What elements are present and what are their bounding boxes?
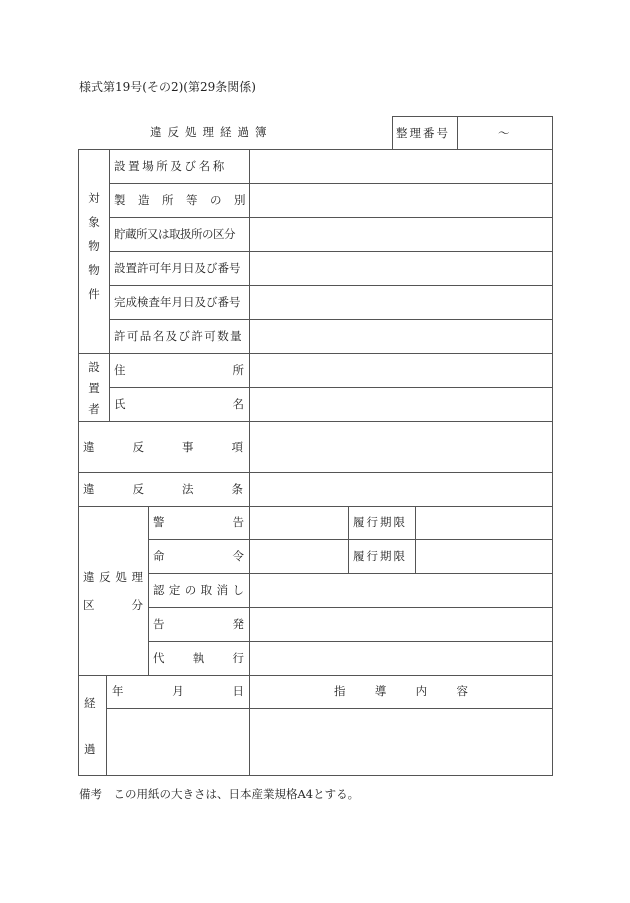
name-field[interactable]: [250, 388, 552, 421]
row-label-order: [153, 549, 244, 563]
handling-group-label-line2: [83, 598, 143, 612]
label-char: 対: [88, 191, 100, 205]
label-char: 導: [374, 684, 387, 698]
label-char: 物: [88, 239, 100, 253]
address-field[interactable]: [250, 354, 552, 387]
label-char: 反: [99, 570, 111, 584]
row-label-address: [114, 363, 244, 377]
label-char: 物: [88, 263, 100, 277]
label-char: 設: [88, 360, 100, 374]
label-char: 所: [232, 363, 244, 377]
form-number: 様式第19号(その2)(第29条関係): [79, 80, 256, 94]
handling-group-label-line1: [83, 570, 143, 584]
installer-group-label: [79, 357, 109, 420]
label-char: 違: [83, 570, 95, 584]
label-char: 法: [182, 482, 194, 496]
progress-content-field[interactable]: [250, 709, 552, 775]
violation-law-field[interactable]: [250, 473, 552, 506]
label-char: 月: [172, 684, 184, 698]
label-char: し: [232, 583, 244, 597]
violation-matter-field[interactable]: [250, 422, 552, 472]
content-column-header: [334, 684, 468, 698]
label-char: 発: [232, 617, 244, 631]
warning-deadline-field[interactable]: [416, 507, 552, 539]
label-char: 名: [232, 397, 244, 411]
warning-field[interactable]: [250, 507, 348, 539]
label-char: 件: [88, 287, 100, 301]
permitted-items-field[interactable]: [250, 320, 552, 353]
label-char: 日: [232, 684, 244, 698]
label-char: 指: [334, 684, 346, 698]
label-char: 反: [132, 440, 144, 454]
label-char: 警: [153, 515, 165, 529]
label-char: 反: [132, 482, 144, 496]
label-char: 項: [231, 440, 243, 454]
ref-number-field[interactable]: [458, 117, 552, 149]
warning-deadline-label: 履行期限: [353, 515, 407, 529]
revocation-field[interactable]: [250, 574, 552, 607]
row-label-accusation: [153, 617, 244, 631]
target-object-group-label: [79, 186, 109, 306]
label-char: 容: [456, 684, 468, 698]
accusation-field[interactable]: [250, 608, 552, 641]
label-char: 内: [415, 684, 428, 698]
order-field[interactable]: [250, 540, 348, 573]
progress-group-label-2: 過: [84, 742, 96, 756]
progress-date-field[interactable]: [107, 709, 249, 775]
label-char: 象: [88, 215, 100, 229]
row-label-installation-place: 設置場所及び名称: [114, 159, 227, 173]
label-char: 認: [153, 583, 165, 597]
label-char: の: [184, 583, 197, 597]
ref-number-label: 整理番号: [396, 126, 450, 140]
label-char: 取: [200, 583, 213, 597]
label-char: 代: [153, 651, 165, 665]
row-label-violation-law: [83, 482, 243, 496]
progress-group-label-1: 経: [84, 696, 96, 710]
label-char: 消: [216, 583, 229, 597]
label-char: 処: [115, 570, 127, 584]
row-label-violation-matter: [83, 440, 243, 454]
label-char: 年: [112, 684, 124, 698]
installation-place-field[interactable]: [250, 150, 552, 183]
label-char: 分: [131, 598, 143, 612]
row-label-vicarious-execution: [153, 651, 244, 665]
form-title: [150, 125, 320, 139]
label-char: 理: [131, 570, 143, 584]
row-label-permit-date: 設置許可年月日及び番号: [114, 261, 241, 275]
form-title-text: 違反処理経過簿: [150, 125, 273, 139]
row-label-permitted-items: 許可品名及び許可数量: [114, 329, 243, 343]
label-char: 命: [153, 549, 165, 563]
label-char: 氏: [114, 397, 126, 411]
vicarious-execution-field[interactable]: [250, 642, 552, 675]
row-label-storage-category: 貯蔵所又は取扱所の区分: [114, 227, 235, 241]
inspection-date-field[interactable]: [250, 286, 552, 319]
label-char: 条: [231, 482, 243, 496]
label-char: 違: [83, 440, 95, 454]
row-label-facility-type: 製造所等の別: [114, 193, 258, 207]
facility-type-field[interactable]: [250, 184, 552, 217]
storage-category-field[interactable]: [250, 218, 552, 251]
label-char: 行: [232, 651, 244, 665]
order-deadline-label: 履行期限: [353, 549, 407, 563]
label-char: 令: [232, 549, 244, 563]
permit-date-field[interactable]: [250, 252, 552, 285]
label-char: 定: [168, 583, 181, 597]
label-char: 執: [192, 651, 205, 665]
date-column-header: [112, 684, 244, 698]
order-deadline-field[interactable]: [416, 540, 552, 573]
label-char: 住: [114, 363, 126, 377]
row-label-revocation: [153, 583, 244, 597]
label-char: 告: [232, 515, 244, 529]
label-char: 事: [182, 440, 194, 454]
label-char: 違: [83, 482, 95, 496]
row-label-inspection-date: 完成検査年月日及び番号: [114, 295, 241, 309]
ref-number-value: ～: [498, 126, 510, 140]
label-char: 置: [88, 381, 100, 395]
label-char: 者: [88, 402, 100, 416]
footnote: 備考 この用紙の大きさは、日本産業規格A4とする。: [79, 787, 360, 801]
label-char: 告: [153, 617, 165, 631]
label-char: 区: [83, 598, 95, 612]
row-label-warning: [153, 515, 244, 529]
row-label-name: [114, 397, 244, 411]
